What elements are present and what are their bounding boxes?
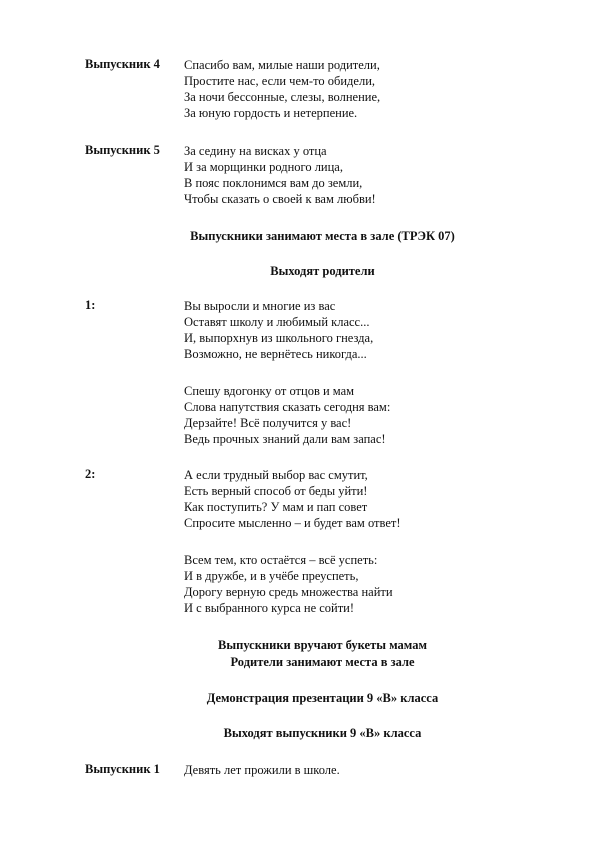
verse-line: А если трудный выбор вас смутит, (184, 468, 368, 482)
stage-direction: Выпускники вручают букеты мамам (218, 638, 427, 652)
verse-line: Ведь прочных знаний дали вам запас! (184, 432, 386, 446)
verse-line: Всем тем, кто остаётся – всё успеть: (184, 553, 378, 567)
verse-line: В пояс поклонимся вам до земли, (184, 176, 363, 190)
verse-line: Возможно, не вернётесь никогда... (184, 347, 367, 361)
speaker-label: Выпускник 5 (85, 143, 160, 157)
verse-line: И за морщинки родного лица, (184, 160, 343, 174)
verse-line: Как поступить? У мам и пап совет (184, 500, 368, 514)
speaker-label: 2: (85, 467, 96, 481)
stage-direction: Выходят родители (270, 264, 375, 278)
speaker-label: 1: (85, 298, 96, 312)
verse-line: За юную гордость и нетерпение. (184, 106, 358, 120)
verse-line: Есть верный способ от беды уйти! (184, 484, 368, 498)
verse (184, 143, 376, 207)
verse-line: Вы выросли и многие из вас (184, 299, 336, 313)
verse (184, 762, 340, 778)
verse-line: Девять лет прожили в школе. (184, 763, 340, 777)
verse-line: Простите нас, если чем-то обидели, (184, 74, 376, 88)
stage-direction: Выпускники занимают места в зале (ТРЭК 07) (190, 229, 455, 243)
verse (184, 467, 401, 531)
verse (184, 383, 390, 447)
verse-line: Дорогу верную средь множества найти (184, 585, 393, 599)
verse-line: Спросите мысленно – и будет вам ответ! (184, 516, 401, 530)
stage-direction: Родители занимают места в зале (230, 655, 415, 669)
verse (184, 57, 380, 121)
verse-line: Спасибо вам, милые наши родители, (184, 58, 380, 72)
stage-direction: Демонстрация презентации 9 «В» класса (206, 691, 439, 705)
speaker-label: Выпускник 4 (85, 57, 160, 71)
verse (184, 298, 373, 362)
verse-line: За ночи бессонные, слезы, волнение, (184, 90, 381, 104)
speaker-label: Выпускник 1 (85, 762, 160, 776)
verse-line: Спешу вдогонку от отцов и мам (184, 384, 355, 398)
verse-line: И с выбранного курса не сойти! (184, 601, 355, 615)
stage-direction: Выходят выпускники 9 «В» класса (223, 726, 422, 740)
verse (184, 552, 393, 616)
verse-line: Чтобы сказать о своей к вам любви! (184, 192, 376, 206)
verse-line: И в дружбе, и в учёбе преуспеть, (184, 569, 359, 583)
verse-line: Дерзайте! Всё получится у вас! (184, 416, 352, 430)
verse-line: За седину на висках у отца (184, 144, 327, 158)
verse-line: Слова напутствия сказать сегодня вам: (184, 400, 391, 414)
verse-line: И, выпорхнув из школьного гнезда, (184, 331, 374, 345)
verse-line: Оставят школу и любимый класс... (184, 315, 370, 329)
